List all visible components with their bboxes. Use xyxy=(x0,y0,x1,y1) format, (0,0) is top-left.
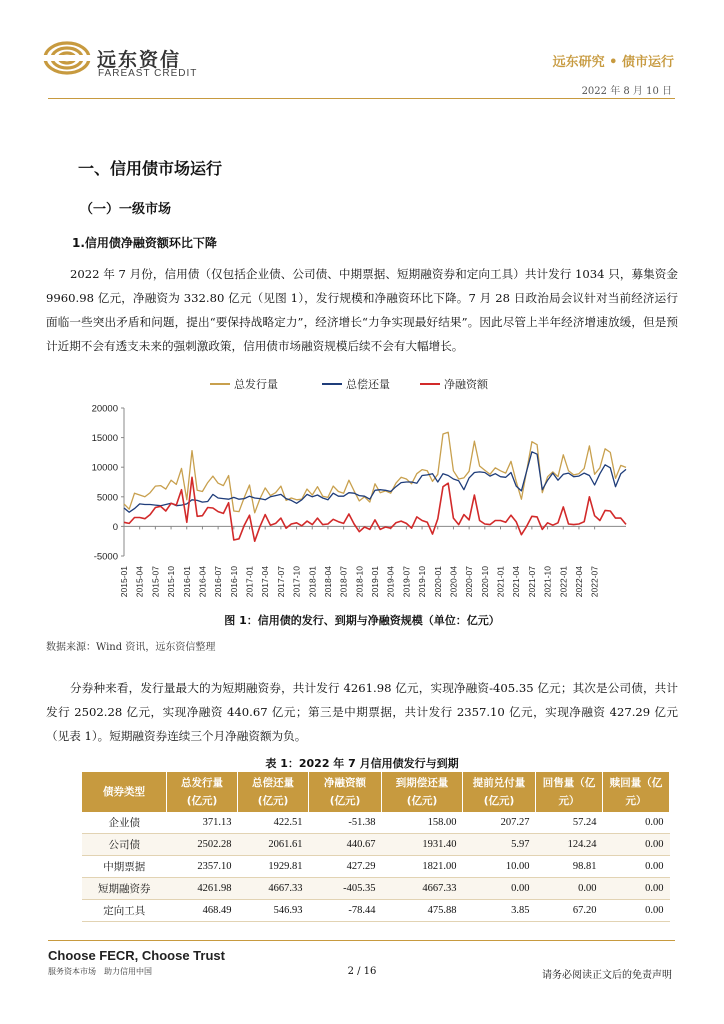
table-cell: 371.13 xyxy=(167,812,238,834)
y-tick-label: 5000 xyxy=(96,492,118,504)
x-tick-label: 2018-01 xyxy=(307,566,318,598)
paragraph-issuance: 2022 年 7 月份，信用债（仅包括企业债、公司债、中期票据、短期融资券和定向工具）共计发行 1034 只，募集资金 9960.98 亿元，净融资为 332.80 亿元（见图 1），发行规模和净融资环比下降。7 月 28 日政治局会议针对当前经济运行面临一些突出矛盾和问题，提出“要保持战略定力”，经济增长“力争实现最好结果”。因此尽管上半年经济增速放缓，但是预计近期不会有透支未来的强刺激政策，信用债市场融资规模后续不会有大幅增长。 xyxy=(46,267,678,353)
x-tick-label: 2020-10 xyxy=(479,566,490,598)
table-cell: 0.00 xyxy=(463,878,536,900)
table-cell: 2357.10 xyxy=(167,856,238,878)
x-tick-label: 2016-01 xyxy=(181,566,192,598)
chart-legend xyxy=(210,377,489,391)
legend-label: 净融资额 xyxy=(444,378,488,391)
legend-label: 总偿还量 xyxy=(346,378,390,391)
y-tick-label: 0 xyxy=(112,521,118,533)
x-tick-label: 2017-04 xyxy=(260,566,271,598)
credit-bond-chart xyxy=(60,368,650,608)
paragraph-by-type: 分券种来看，发行量最大的为短期融资券，共计发行 4261.98 亿元，实现净融资-405.35 亿元；其次是公司债，共计发行 2502.28 亿元，实现净融资 440.67 亿元；第三是中期票据，共计发行 2357.10 亿元，实现净融资 427.29 亿元（见表 1）。短期融资券连续三个月净融资额为负。 xyxy=(46,681,678,743)
y-tick-label: 10000 xyxy=(91,462,118,474)
table-cell: 10.00 xyxy=(463,856,536,878)
table-cell: 4667.33 xyxy=(238,878,309,900)
x-tick-label: 2016-04 xyxy=(197,566,208,598)
table-cell: 公司债 xyxy=(82,834,167,856)
x-tick-label: 2021-07 xyxy=(526,566,537,598)
table-cell: 2061.61 xyxy=(238,834,309,856)
table-cell: 158.00 xyxy=(382,812,463,834)
figure-caption: 图 1：信用债的发行、到期与净融资规模（单位：亿元） xyxy=(224,614,500,627)
x-tick-label: 2021-01 xyxy=(495,566,506,598)
subsection-title: （一）一级市场 xyxy=(80,202,172,217)
table-row xyxy=(82,834,670,856)
table-cell: 546.93 xyxy=(238,900,309,922)
x-tick-label: 2017-10 xyxy=(291,566,302,598)
x-tick-label: 2022-01 xyxy=(558,566,569,598)
x-tick-label: 2019-04 xyxy=(385,566,396,598)
table-cell: 207.27 xyxy=(463,812,536,834)
table-cell: 1821.00 xyxy=(382,856,463,878)
table-cell: 0.00 xyxy=(603,878,670,900)
x-tick-label: 2017-01 xyxy=(244,566,255,598)
table-cell: 中期票据 xyxy=(82,856,167,878)
table-cell: 短期融资券 xyxy=(82,878,167,900)
x-tick-label: 2021-10 xyxy=(542,566,553,598)
footer-divider xyxy=(48,940,675,941)
x-tick-label: 2016-10 xyxy=(228,566,239,598)
col-header: 赎回量（亿 元） xyxy=(603,772,670,812)
table-cell: 3.85 xyxy=(463,900,536,922)
x-tick-label: 2022-04 xyxy=(573,566,584,598)
col-header: 净融资额 (亿元) xyxy=(309,772,382,812)
x-tick-label: 2020-01 xyxy=(432,566,443,598)
table-cell: 98.81 xyxy=(536,856,603,878)
chart-series xyxy=(124,432,626,541)
table-cell: 2502.28 xyxy=(167,834,238,856)
x-tick-label: 2015-01 xyxy=(119,566,129,598)
table-cell: -405.35 xyxy=(309,878,382,900)
report-date: 2022 年 8 月 10 日 xyxy=(581,86,672,97)
col-header: 提前兑付量 (亿元) xyxy=(463,772,536,812)
table-row xyxy=(82,900,670,922)
x-tick-label: 2018-04 xyxy=(322,566,333,598)
table-cell: 440.67 xyxy=(309,834,382,856)
report-series: 远东研究 • 债市运行 xyxy=(552,55,674,70)
table-cell: -78.44 xyxy=(309,900,382,922)
table-cell: 427.29 xyxy=(309,856,382,878)
col-header: 债券类型 xyxy=(82,772,167,812)
table-caption: 表 1：2022 年 7 月信用债发行与到期 xyxy=(265,757,459,770)
y-tick-label: 15000 xyxy=(91,433,118,445)
table-cell: 57.24 xyxy=(536,812,603,834)
section-title: 一、信用债市场运行 xyxy=(78,159,223,178)
table-cell: 定向工具 xyxy=(82,900,167,922)
col-header: 总偿还量 (亿元) xyxy=(238,772,309,812)
col-header: 总发行量 (亿元) xyxy=(167,772,238,812)
x-tick-label: 2022-07 xyxy=(589,566,600,598)
table-cell: 124.24 xyxy=(536,834,603,856)
table-cell: -51.38 xyxy=(309,812,382,834)
x-tick-label: 2015-04 xyxy=(134,566,145,598)
series-line-net xyxy=(124,477,626,541)
y-tick-label: -5000 xyxy=(93,551,118,563)
issuance-table xyxy=(82,772,670,922)
table-cell: 475.88 xyxy=(382,900,463,922)
x-tick-label: 2019-10 xyxy=(417,566,428,598)
col-header: 回售量（亿 元） xyxy=(536,772,603,812)
table-row xyxy=(82,878,670,900)
header-divider xyxy=(48,98,675,99)
table-cell: 1929.81 xyxy=(238,856,309,878)
table-cell: 422.51 xyxy=(238,812,309,834)
legend-label: 总发行量 xyxy=(234,378,278,391)
x-tick-label: 2021-04 xyxy=(511,566,522,598)
fareast-logo-icon xyxy=(42,40,92,76)
x-tick-label: 2017-07 xyxy=(275,566,286,598)
x-tick-label: 2018-07 xyxy=(338,566,349,598)
table-cell: 企业债 xyxy=(82,812,167,834)
table-cell: 0.00 xyxy=(603,900,670,922)
table-header-row xyxy=(82,772,670,812)
series-line-repay xyxy=(124,452,626,512)
x-tick-label: 2020-04 xyxy=(448,566,459,598)
table-cell: 4261.98 xyxy=(167,878,238,900)
subsubsection-title: 1.信用债净融资额环比下降 xyxy=(72,236,217,250)
table-row xyxy=(82,856,670,878)
x-tick-label: 2015-10 xyxy=(166,566,177,598)
table-cell: 0.00 xyxy=(536,878,603,900)
data-source: 数据来源：Wind 资讯，远东资信整理 xyxy=(46,642,216,653)
table-cell: 4667.33 xyxy=(382,878,463,900)
x-tick-label: 2020-07 xyxy=(464,566,475,598)
x-tick-label: 2019-07 xyxy=(401,566,412,598)
table-cell: 0.00 xyxy=(603,834,670,856)
logo-en-text: FAREAST CREDIT xyxy=(98,68,198,79)
logo-cn-text: 远东资信 xyxy=(97,49,182,71)
table-cell: 1931.40 xyxy=(382,834,463,856)
table-cell: 468.49 xyxy=(167,900,238,922)
footer-slogan: Choose FECR, Choose Trust xyxy=(48,948,225,963)
x-tick-label: 2019-01 xyxy=(370,566,380,598)
x-tick-label: 2016-07 xyxy=(213,566,224,598)
table-row xyxy=(82,812,670,834)
page-number: 2 / 16 xyxy=(347,966,377,977)
table-cell: 0.00 xyxy=(603,856,670,878)
table-cell: 5.97 xyxy=(463,834,536,856)
footer-disclaimer: 请务必阅读正文后的免责声明 xyxy=(542,970,672,981)
table-cell: 67.20 xyxy=(536,900,603,922)
table-cell: 0.00 xyxy=(603,812,670,834)
col-header: 到期偿还量 (亿元) xyxy=(382,772,463,812)
x-tick-label: 2018-10 xyxy=(354,566,365,598)
x-tick-label: 2015-07 xyxy=(150,566,161,598)
footer-slogan-cn: 服务资本市场 助力信用中国 xyxy=(48,967,152,976)
y-tick-label: 20000 xyxy=(91,403,118,415)
